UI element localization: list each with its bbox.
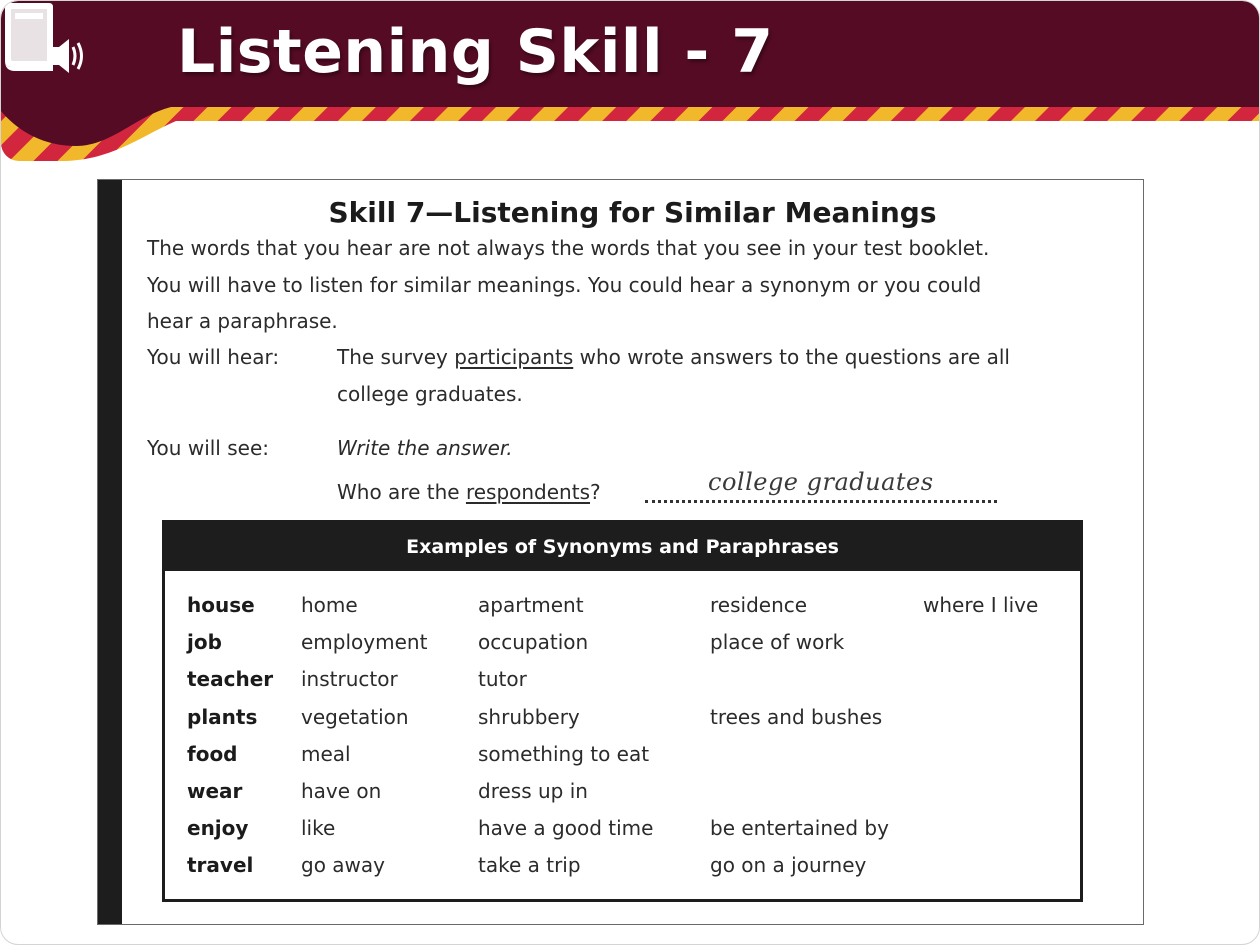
see-question <box>337 474 601 511</box>
table-synonym: place of work <box>710 630 845 655</box>
question-part: ? <box>590 480 601 504</box>
table-synonym: shrubbery <box>478 704 580 729</box>
table-synonym: like <box>301 816 336 841</box>
synonyms-table <box>162 520 1083 902</box>
table-key-word: wear <box>187 779 243 803</box>
header-banner <box>1 1 1260 161</box>
table-key-word: job <box>187 630 222 655</box>
table-key-word: enjoy <box>187 816 249 841</box>
table-synonym: have on <box>301 779 382 803</box>
table-synonym: meal <box>301 741 351 766</box>
underlined-word: respondents <box>465 480 590 504</box>
skill-description <box>147 230 1127 340</box>
hear-text-part: who wrote answers to the questions are all <box>573 345 1010 369</box>
hear-label: You will hear: <box>147 345 280 369</box>
skill-card <box>97 179 1144 925</box>
underlined-word: participants <box>454 345 574 369</box>
table-synonym: home <box>301 593 358 617</box>
table-key-word: plants <box>187 704 258 729</box>
hear-line-2: college graduates. <box>337 381 523 406</box>
table-synonym: something to eat <box>478 741 650 766</box>
table-synonym: trees and bushes <box>710 704 883 729</box>
card-side-bar <box>98 180 122 924</box>
table-synonym: be entertained by <box>710 816 889 841</box>
book-audio-icon <box>1 1 87 79</box>
table-key-word: food <box>187 741 238 766</box>
table-synonym: have a good time <box>478 816 654 841</box>
page-title: Listening Skill - 7 <box>177 17 774 87</box>
table-key-word: teacher <box>187 667 274 692</box>
hear-line-1 <box>337 339 1010 376</box>
description-line: hear a paraphrase. <box>147 309 338 333</box>
description-line: The words that you hear are not always the words that you see in your test booklet. <box>147 236 990 260</box>
hear-text <box>337 339 1010 412</box>
skill-title: Skill 7—Listening for Similar Meanings <box>328 196 937 229</box>
table-synonym: apartment <box>478 593 584 617</box>
table-synonym: vegetation <box>301 704 409 729</box>
see-label: You will see: <box>147 436 269 460</box>
table-heading: Examples of Synonyms and Paraphrases <box>165 523 1080 571</box>
description-line: You will have to listen for similar meanings. You could hear a synonym or you could <box>147 272 982 297</box>
table-key-word: house <box>187 593 255 617</box>
table-synonym: dress up in <box>478 779 588 803</box>
table-synonym: occupation <box>478 630 589 655</box>
table-synonym: go away <box>301 853 385 878</box>
table-synonym: tutor <box>478 667 527 692</box>
table-synonym: go on a journey <box>710 853 867 878</box>
see-instruction: Write the answer. <box>337 436 513 460</box>
table-synonym: where I live <box>923 593 1039 617</box>
table-synonym: take a trip <box>478 853 581 878</box>
table-key-word: travel <box>187 853 254 878</box>
table-synonym: instructor <box>301 667 398 692</box>
question-part: Who are the <box>337 480 466 504</box>
table-synonym: residence <box>710 593 808 617</box>
handwritten-answer: college graduates <box>708 468 934 496</box>
table-synonym: employment <box>301 630 428 655</box>
hear-text-part: The survey <box>337 345 455 369</box>
